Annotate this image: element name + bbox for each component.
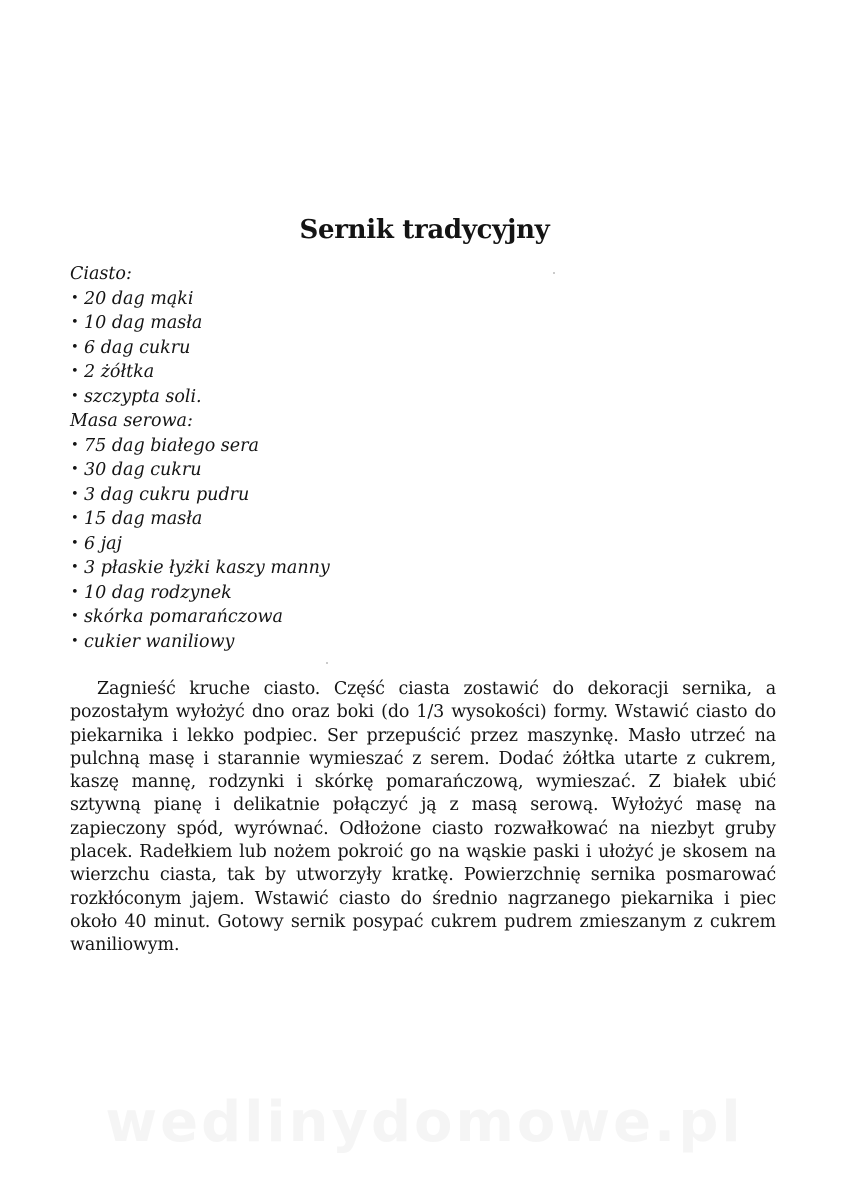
list-item: • 6 jaj <box>70 532 470 557</box>
bullet-icon: • <box>71 462 79 477</box>
bullet-icon: • <box>71 364 79 379</box>
list-item: • szczypta soli. <box>70 385 470 410</box>
list-item: • 3 dag cukru pudru <box>70 483 470 508</box>
bullet-icon: • <box>71 315 79 330</box>
list-item: • 6 dag cukru <box>70 336 470 361</box>
bullet-icon: • <box>71 388 79 404</box>
list-item: • cukier waniliowy <box>70 630 470 655</box>
bullet-icon: • <box>71 511 79 526</box>
dough-list <box>70 287 470 410</box>
scan-speck <box>326 662 328 664</box>
bullet-icon: • <box>71 535 79 551</box>
list-item: • 3 płaskie łyżki kaszy manny <box>70 556 470 581</box>
list-item: • 10 dag rodzynek <box>70 581 470 606</box>
bullet-icon: • <box>71 437 79 453</box>
list-item: • 30 dag cukru <box>70 458 470 483</box>
bullet-icon: • <box>71 290 79 306</box>
ingredients-block <box>70 262 470 654</box>
list-item: • 75 dag białego sera <box>70 434 470 459</box>
list-item: • 2 żółtka <box>70 360 470 385</box>
method-paragraph: Zagnieść kruche ciasto. Część ciasta zostawić do dekoracji sernika, a pozostałym wyłożyć dno oraz boki (do 1/3 wysokości) formy. Wstawić ciasto do piekarnika i lekko podpiec. Ser przepuścić przez maszynkę. Masło utrzeć na pulchną masę i starannie wymieszać z serem. Dodać żółtka utarte z cukrem, kaszę mannę, rodzynki i skórkę pomarańczową, wymieszać. Z białek ubić sztywną pianę i delikatnie połączyć ją z masą serową. Wyłożyć masę na zapieczony spód, wyrównać. Odłożone ciasto rozwałkować na niezbyt gruby placek. Radełkiem lub nożem pokroić go na wąskie paski i ułożyć je skosem na wierzchu ciasta, tak by utworzyły kratkę. Powierzchnię sernika posmarować rozkłóconym jajem. Wstawić ciasto do średnio nagrzanego piekarnika i piec około 40 minut. Gotowy sernik posypać cukrem pudrem zmieszanym z cukrem waniliowym. <box>70 679 776 956</box>
bullet-icon: • <box>71 339 79 355</box>
list-item: • 15 dag masła <box>70 507 470 532</box>
bullet-icon: • <box>71 609 79 624</box>
cheese-mass-label: Masa serowa: <box>70 411 193 431</box>
dough-label: Ciasto: <box>70 264 132 284</box>
list-item: • skórka pomarańczowa <box>70 605 470 630</box>
bullet-icon: • <box>71 560 79 575</box>
bullet-icon: • <box>71 486 79 502</box>
watermark: wedlinydomowe.pl <box>105 1090 744 1155</box>
bullet-icon: • <box>71 633 79 649</box>
list-item: • 10 dag masła <box>70 311 470 336</box>
list-item: • 20 dag mąki <box>70 287 470 312</box>
scan-speck <box>553 272 555 274</box>
page-title: Sernik tradycyjny <box>299 215 550 245</box>
bullet-icon: • <box>71 584 79 600</box>
cheese-mass-list <box>70 434 470 655</box>
